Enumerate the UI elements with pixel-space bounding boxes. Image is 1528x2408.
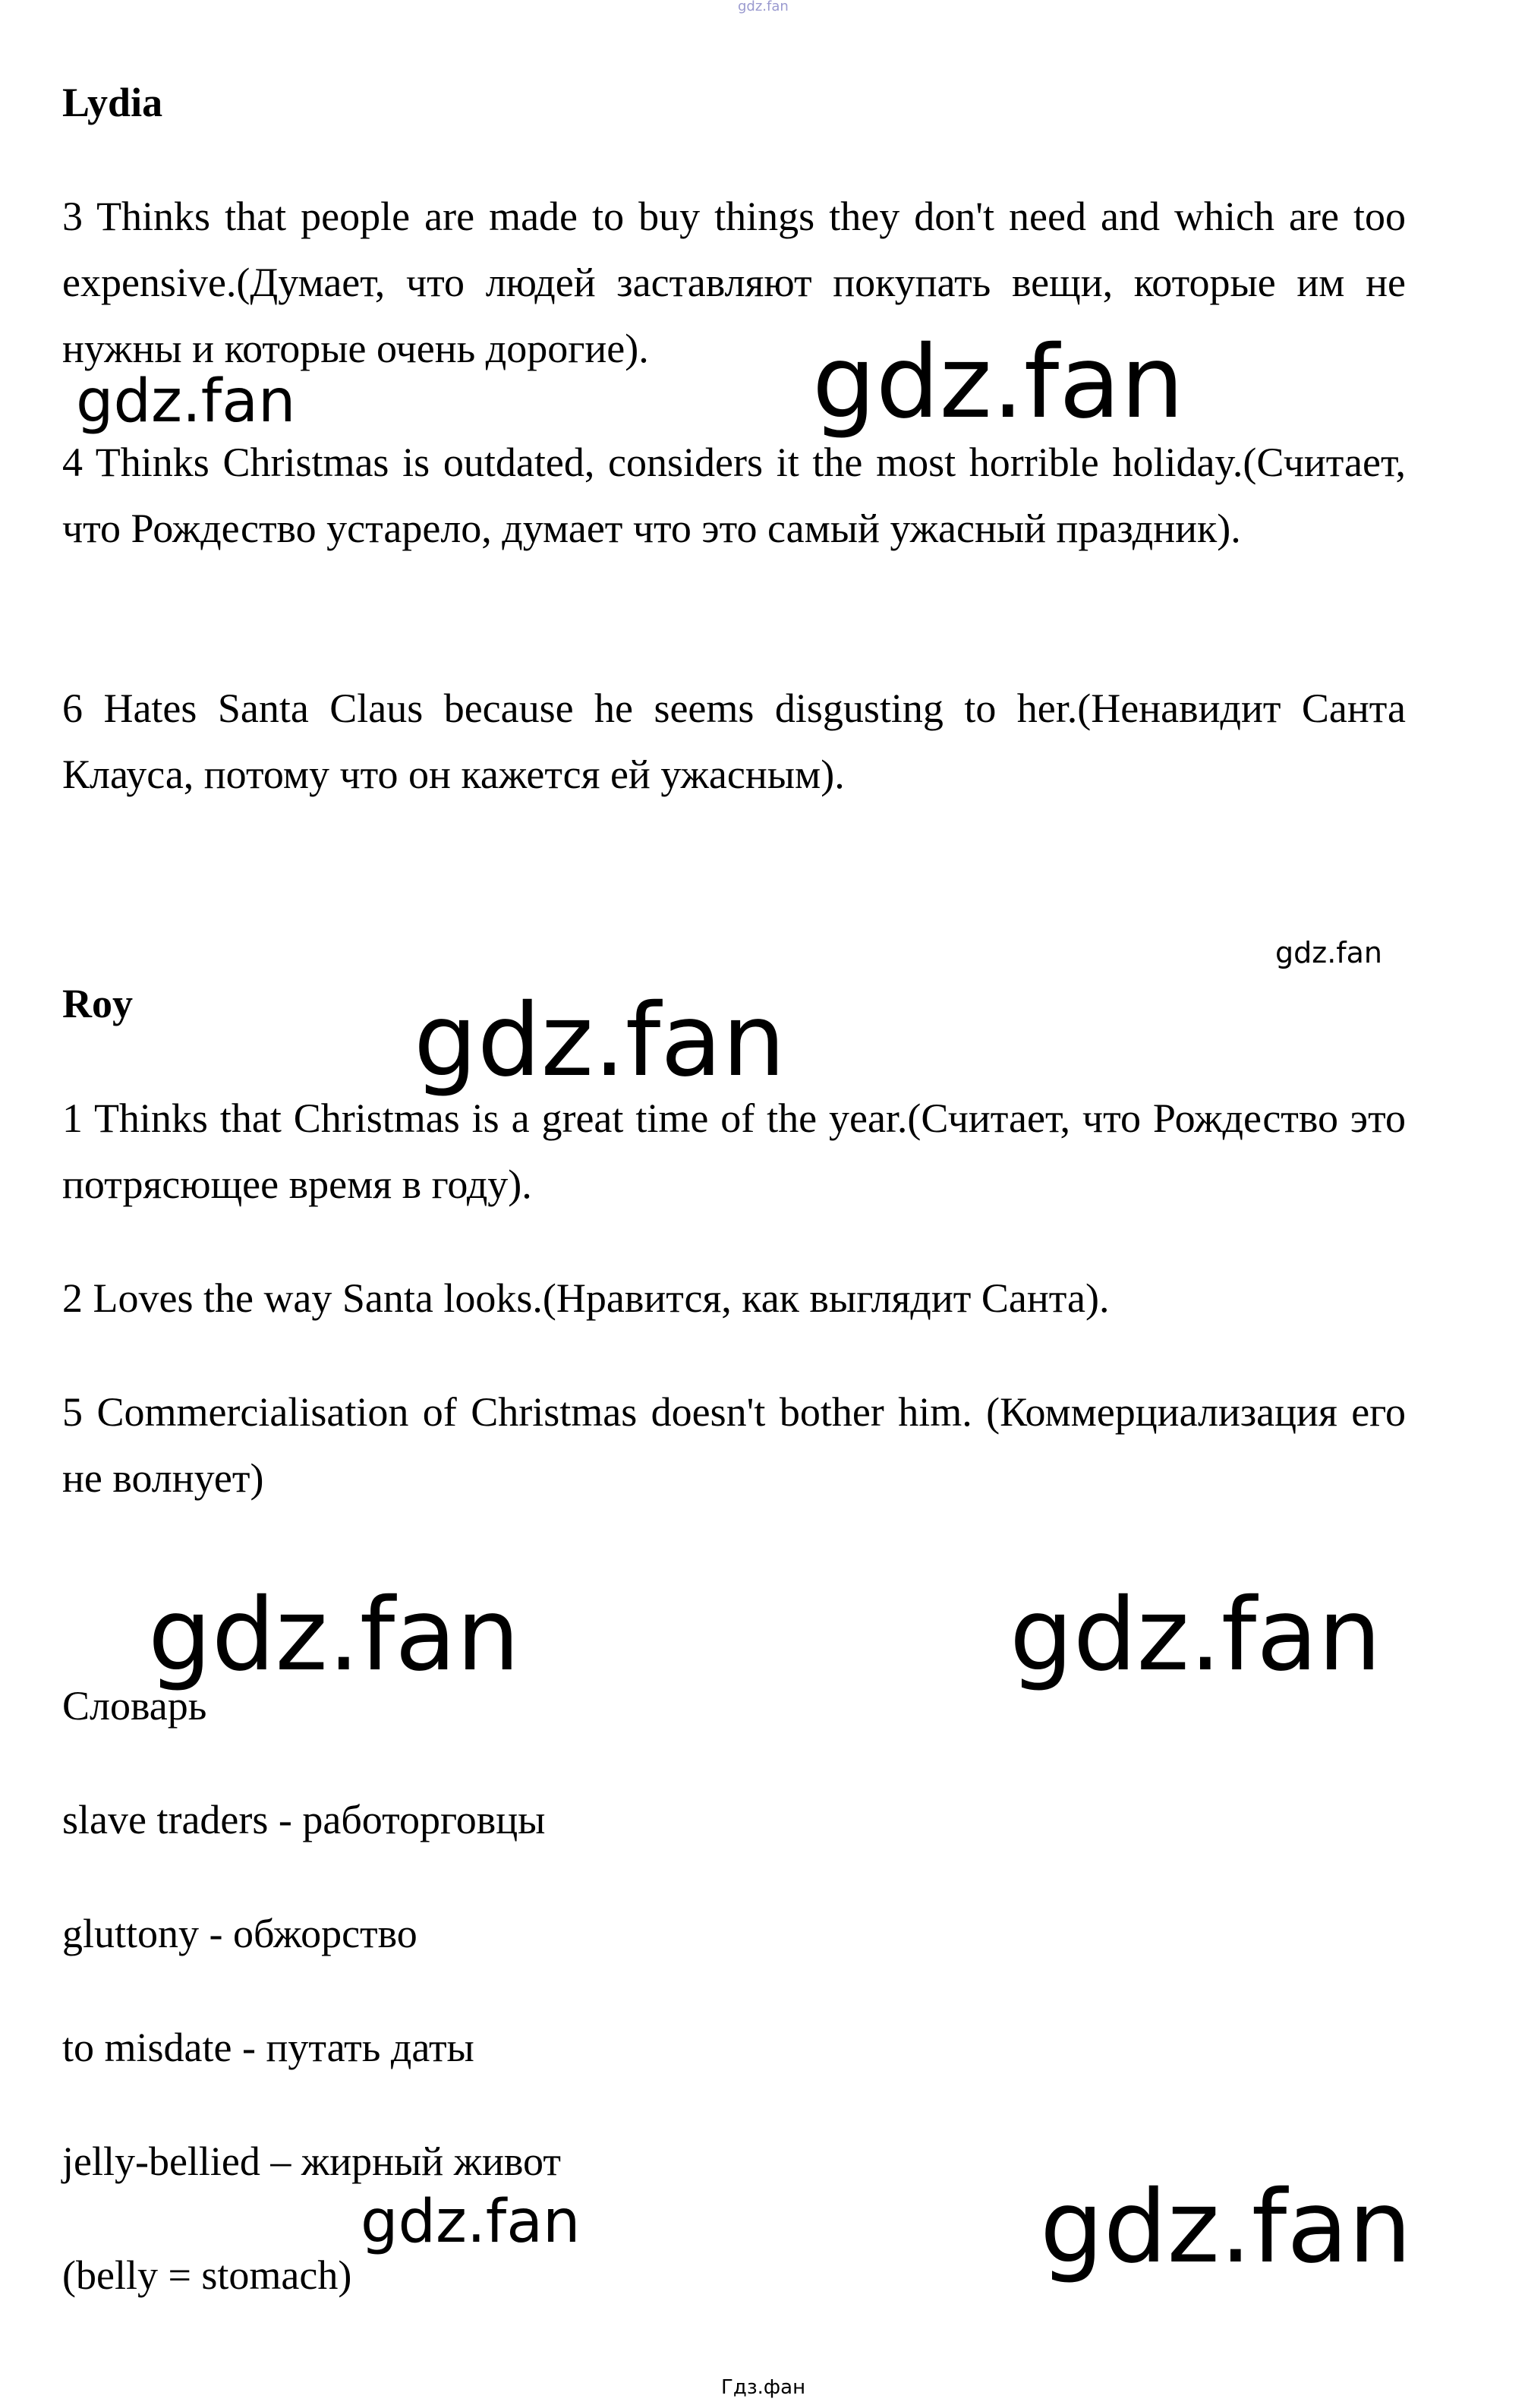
glossary-entry: slave traders - работорговцы bbox=[62, 1797, 546, 1842]
watermark: gdz.fan bbox=[414, 982, 786, 1099]
roy-heading: Roy bbox=[62, 981, 133, 1026]
glossary-entry: jelly-bellied – жирный живот bbox=[62, 2139, 561, 2184]
watermark: gdz.fan bbox=[148, 1577, 520, 1694]
glossary-entry: to misdate - путать даты bbox=[62, 2025, 474, 2070]
lydia-item-3: 3 Thinks that people are made to buy things they don't need and which are too expensive.(Думает, что людей заставляют покупать вещи, которые им не нужны и которые очень дорогие). bbox=[62, 194, 1406, 371]
watermark: gdz.fan bbox=[812, 324, 1184, 441]
watermark: gdz.fan bbox=[1040, 2169, 1412, 2286]
glossary-entry: gluttony - обжорство bbox=[62, 1911, 417, 1956]
glossary-title: Словарь bbox=[62, 1683, 207, 1729]
lydia-item-4: 4 Thinks Christmas is outdated, considers it the most horrible holiday.(Считает, что Рождество устарело, думает что это самый ужасный праздник). bbox=[62, 440, 1406, 551]
watermark: gdz.fan bbox=[1275, 936, 1383, 969]
lydia-heading: Lydia bbox=[62, 80, 163, 125]
watermark: gdz.fan bbox=[76, 367, 296, 436]
footer-watermark: Гдз.фан bbox=[721, 2376, 806, 2399]
watermark: gdz.fan bbox=[1010, 1577, 1382, 1694]
lydia-item-6: 6 Hates Santa Claus because he seems disgusting to her.(Ненавидит Санта Клауса, потому что он кажется ей ужасным). bbox=[62, 686, 1406, 797]
glossary-entry: (belly = stomach) bbox=[62, 2252, 352, 2298]
roy-item-5: 5 Commercialisation of Christmas doesn't bother him. (Коммерциализация его не волнует) bbox=[62, 1389, 1406, 1501]
watermark: gdz.fan bbox=[361, 2188, 581, 2256]
roy-item-2: 2 Loves the way Santa looks.(Нравится, как выглядит Санта). bbox=[62, 1275, 1110, 1321]
roy-item-1: 1 Thinks that Christmas is a great time of the year.(Считает, что Рождество это потрясющее время в году). bbox=[62, 1095, 1406, 1207]
top-watermark: gdz.fan bbox=[738, 0, 789, 14]
